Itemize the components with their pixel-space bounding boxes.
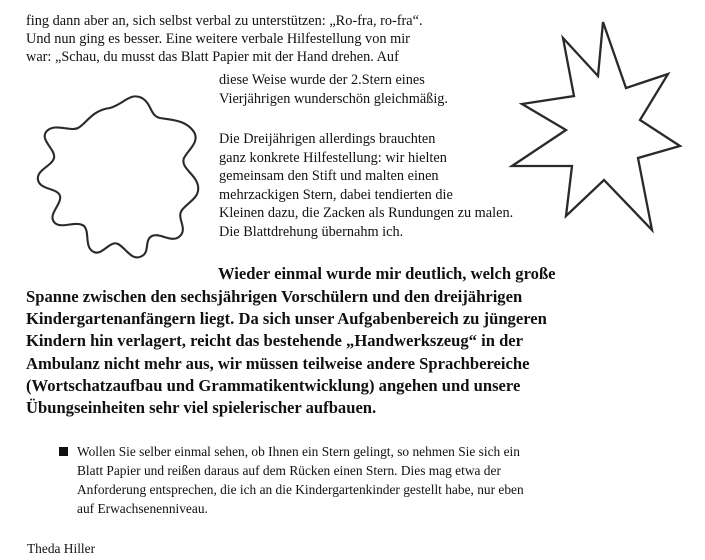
conclusion-line-1: Wieder einmal wurde mir deutlich, welch große (218, 264, 556, 283)
conclusion-line-4: Kindern hin verlagert, reicht das bestehende „Handwerkszeug“ in der (26, 331, 524, 350)
middle-line-1: diese Weise wurde der 2.Stern eines (219, 72, 425, 88)
bullet-line-3: Anforderung entsprechen, die ich an die Kindergartenkinder gestellt habe, nur eben (77, 482, 524, 497)
conclusion-line-2: Spanne zwischen den sechsjährigen Vorschülern und den dreijährigen (26, 287, 523, 306)
dreijaehrige-line-5: Kleinen dazu, die Zacken als Rundungen zu malen. (219, 205, 514, 221)
signature: Theda Hiller (27, 541, 96, 556)
bullet-line-2: Blatt Papier und reißen daraus auf dem Rücken einen Stern. Dies mag etwa der (77, 463, 501, 478)
bullet-line-4: auf Erwachsenenniveau. (77, 501, 208, 516)
intro-line-3: war: „Schau, du musst das Blatt Papier mit der Hand drehen. Auf (26, 49, 399, 65)
conclusion-line-3: Kindergartenanfängern liegt. Da sich unser Aufgabenbereich zu jüngeren (26, 309, 547, 328)
dreijaehrige-line-6: Die Blattdrehung übernahm ich. (219, 224, 404, 240)
dreijaehrige-line-3: gemeinsam den Stift und malten einen (219, 168, 439, 184)
conclusion-line-5: Ambulanz nicht mehr aus, wir müssen teilweise andere Sprachbereiche (26, 354, 530, 373)
bullet-line-1: Wollen Sie selber einmal sehen, ob Ihnen ein Stern gelingt, so nehmen Sie sich ein (77, 444, 520, 459)
bullet-square-icon (59, 447, 68, 456)
intro-line-2: Und nun ging es besser. Eine weitere verbale Hilfestellung von mir (26, 31, 410, 47)
dreijaehrige-line-4: mehrzackigen Stern, dabei tendierten die (219, 187, 453, 203)
dreijaehrige-line-2: ganz konkrete Hilfestellung: wir hielten (219, 150, 447, 166)
intro-line-1: fing dann aber an, sich selbst verbal zu unterstützen: „Ro-fra, ro-fra“. (26, 13, 423, 29)
conclusion-line-7: Übungseinheiten sehr viel spielerischer aufbauen. (26, 398, 377, 417)
middle-line-2: Vierjährigen wunderschön gleichmäßig. (219, 91, 449, 107)
conclusion-line-6: (Wortschatzaufbau und Grammatikentwicklung) angehen und unsere (26, 376, 521, 395)
dreijaehrige-line-1: Die Dreijährigen allerdings brauchten (219, 131, 436, 147)
